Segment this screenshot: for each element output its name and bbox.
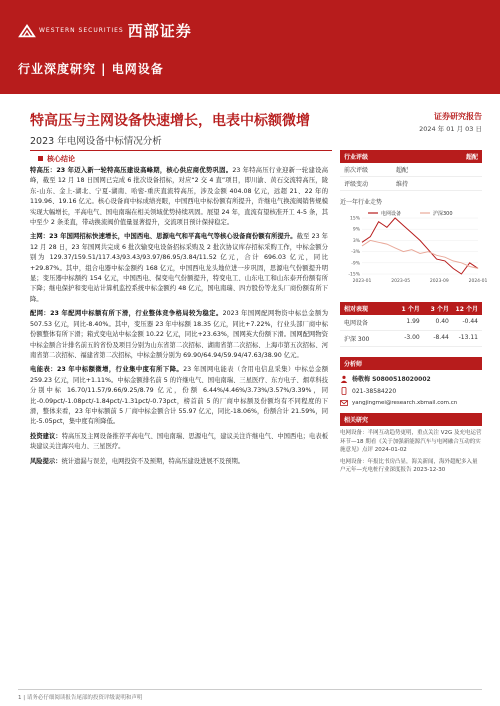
sidebar — [340, 150, 488, 475]
performance-header-cell: 12 个月 — [455, 306, 478, 313]
rating-value: 超配 — [396, 167, 409, 174]
rating-header — [340, 150, 482, 163]
paragraph-risk — [30, 457, 328, 467]
performance-cell: -0.44 — [462, 318, 478, 325]
main-text — [30, 166, 328, 471]
paragraph-body: 2023 年国网配网物资中标总金额为 507.53 亿元，同比-8.40%。其中，变压器 23 年中标额 18.35 亿元，同比+7.22%，行业头部厂商中标份额整体有所下滑；箱式变电站中标金额 10.22 亿元，同比+23.63%，国网英大份额下滑。国网配网物资中标金额合计排名前五的省份及项目分别为山东省第二次招标、湖南省第二次招标、上海市第五次招标、河南省第二次招标、福建省第二次招标，中标金额分别为 69.90/64.94/59.94/47.63/38.90 亿元。 — [30, 310, 328, 359]
analyst-phone: 021-38584220 — [352, 387, 397, 395]
paragraph-uhv — [30, 166, 328, 228]
related-research-item[interactable]: 电网设备：年报比书房凸显，海关新闻，海外超配多入量户元年—充电桩行业深度报告 2023-12-30 — [340, 458, 478, 473]
analyst-phone-row — [340, 387, 482, 395]
performance-cell: 0.40 — [435, 318, 449, 325]
report-category: 行业深度研究 | 电网设备 — [18, 62, 164, 76]
legend-label: 电网设备 — [381, 211, 402, 217]
performance-header-cell: 相对表现 — [344, 306, 369, 313]
logo-chinese: 西部证券 — [127, 22, 192, 40]
paragraph-body: 23 年国网电能表（含用电信息采集）中标总金额 259.23 亿元，同比+1.11%。中标金额排名前 5 的许继电气、国电南瑞、三星医疗、东方电子、烟草科技分别中标 16.70/11.57/9.66/9.25/8.79 亿元，份额 6.44%/4.46%/3.73%/3.57%/3.39%，同比-0.09pct/-1.08pct/-1.84pct/-1.31pct/-0.73pct，榜首前 5 的厂商中标额及份额均有不同程度的下滑，整体来看，23 年中标额前 5 厂商中标金额合计 55.97 亿元，同比-18.06%，份额合计 21.59%，同比-5.05pct，集中度有所降低。 — [30, 366, 328, 426]
title-divider — [30, 150, 332, 151]
performance-header-cell: 1 个月 — [401, 306, 420, 313]
rating-row — [340, 177, 482, 191]
paragraph-distribution — [30, 309, 328, 361]
x-tick-label: 2023-09 — [429, 279, 449, 284]
paragraph-meters — [30, 365, 328, 427]
rating-value: 维持 — [396, 181, 409, 188]
analyst-name-row — [340, 374, 482, 383]
paragraph-lead: 特高压：23 年迈入新一轮特高压建设高峰期，核心供应商优势巩固。 — [30, 167, 233, 174]
performance-cell: 沪深 300 — [344, 336, 370, 343]
paragraph-main-grid — [30, 232, 328, 305]
paragraph-lead: 风险提示： — [30, 457, 62, 465]
x-tick-label: 2024-01 — [468, 279, 488, 284]
paragraph-lead: 主网：23 年国网招标快速增长，中国西电、思源电气和平高电气等核心设备商份额有所提升。 — [30, 233, 297, 241]
rating-key: 评级变动 — [344, 181, 369, 188]
report-type-label: 证券研究报告 — [434, 112, 482, 121]
paragraph-body: 统计遗漏与误差，电网投资不及预期，特高压建设进展不及预期。 — [61, 457, 245, 465]
y-tick-label: -9% — [351, 261, 360, 267]
paragraph-investment — [30, 432, 328, 453]
report-subtitle: 2023 年电网设备中标情况分析 — [30, 136, 162, 147]
legend-label: 沪深300 — [433, 211, 453, 217]
performance-cell: 电网设备 — [344, 320, 369, 327]
related-research-item[interactable]: 电网设备：半网互动趋势更明，重点关注 V2G 及充电运营环节—18 期看《关于加强新能源汽车与电网融合互动的实施意见》点评 2024-01-02 — [340, 430, 482, 453]
y-tick-label: 3% — [352, 238, 360, 244]
x-tick-label: 2023-05 — [391, 279, 411, 284]
performance-cell: -13.11 — [458, 334, 478, 341]
logo-mark-icon — [18, 23, 36, 39]
y-tick-label: 9% — [352, 227, 360, 233]
section-heading: 核心结论 — [38, 154, 75, 164]
analyst-email-row — [340, 399, 482, 407]
series-line — [362, 218, 478, 274]
paragraph-body: 特高压及主网设备推荐平高电气、国电南瑞、思源电气，建议关注许继电气、中国西电；电表板块建议关注海兴电力、三星医疗。 — [30, 432, 329, 451]
series-line — [362, 240, 478, 268]
report-date: 2024 年 01 月 03 日 — [419, 125, 482, 133]
rating-header-value: 超配 — [465, 154, 478, 161]
performance-header-cell: 3 个月 — [430, 306, 449, 313]
x-tick-label: 2023-01 — [352, 279, 372, 284]
email-icon — [340, 399, 348, 407]
report-title: 特高压与主网设备快速增长，电表中标额微增 — [30, 113, 310, 129]
analyst-email[interactable]: yangjingmei@research.xbmail.com.cn — [352, 400, 458, 406]
chart-title: 近一年行业走势 — [340, 199, 383, 206]
footer-divider — [18, 689, 482, 690]
performance-row — [340, 331, 482, 347]
rating-row — [340, 163, 482, 177]
logo-english: WESTERN SECURITIES — [39, 26, 124, 34]
analyst-header: 分析师 — [340, 357, 482, 370]
performance-cell: -3.00 — [404, 334, 420, 341]
related-research-header: 相关研究 — [340, 413, 482, 426]
phone-icon — [340, 387, 348, 395]
paragraph-lead: 电能表：23 年中标额微增，行业集中度有所下降。 — [30, 366, 184, 374]
analyst-name: 杨敬梅 S0800518020002 — [352, 376, 431, 383]
paragraph-body: 23 年特高压行业迎新一轮建设高峰，截至 12 月 18 日国网已完成 6 批次设备招标，对应“2 交 4 直”项目，即川渝、黄石交流特高压，陇东-山东、金上-湖北、宁夏-湖南、哈密-重庆直流特高压，涉及金额 404.08 亿元，远超 21、22 年的 119.96、19.16 亿元。核心设备商中标成绩亮眼，中国西电中标份额有所提升，许继电气换流阀销售规模实现大幅增长，平高电气、国电南瑞在相关领域优势持续巩固。展望 24 年，直流有望核准开工 4-5 条，其中至少 2 条柔直，带动换流阀价值量显著提升，交流项目预计保持稳定。 — [30, 167, 328, 227]
y-tick-label: -15% — [348, 272, 360, 278]
page-footer: 1 | 请务必仔细阅读报告尾部的投资评级说明和声明 — [18, 695, 143, 701]
paragraph-lead: 配网：23 年配网中标额有所下滑，行业整体竞争格局较为稳定。 — [30, 310, 223, 318]
report-header-banner — [0, 0, 500, 94]
paragraph-lead: 投资建议： — [30, 432, 62, 440]
y-tick-label: 15% — [349, 216, 360, 222]
rating-key: 前次评级 — [344, 167, 369, 174]
trend-chart — [340, 208, 488, 288]
person-icon — [340, 375, 348, 383]
performance-row — [340, 315, 482, 331]
trend-chart-svg — [340, 208, 488, 288]
rating-header-label: 行业评级 — [344, 154, 369, 161]
paragraph-body: 截至 23 年 12 月 28 日，23 年国网共完成 6 批次输变电设备招标采购及 2 批次协议库存招标采购工作，中标金额分别为 129.37/159.51/117.43/93.43/93.97/86.95/3.84/11.52 亿元，合计 696.03 亿元，同比+29.87%。其中，组合电器中标金额约 168 亿元，中国西电龙头地位进一步巩固，思源电气份额提升明显；变压器中标额约 154 亿元，中国西电、保变电气份额提升，特变电工、山东电工和山东泰开份额有所下降；继电保护和变电站计算机监控系统中标金额约 48 亿元，国电南瑞、四方股份等龙头厂商份额有所下降。 — [30, 233, 328, 303]
performance-cell: 1.99 — [406, 318, 420, 325]
company-logo — [18, 20, 192, 41]
performance-cell: -8.44 — [433, 334, 449, 341]
performance-header — [340, 302, 482, 315]
y-tick-label: -3% — [351, 250, 360, 256]
